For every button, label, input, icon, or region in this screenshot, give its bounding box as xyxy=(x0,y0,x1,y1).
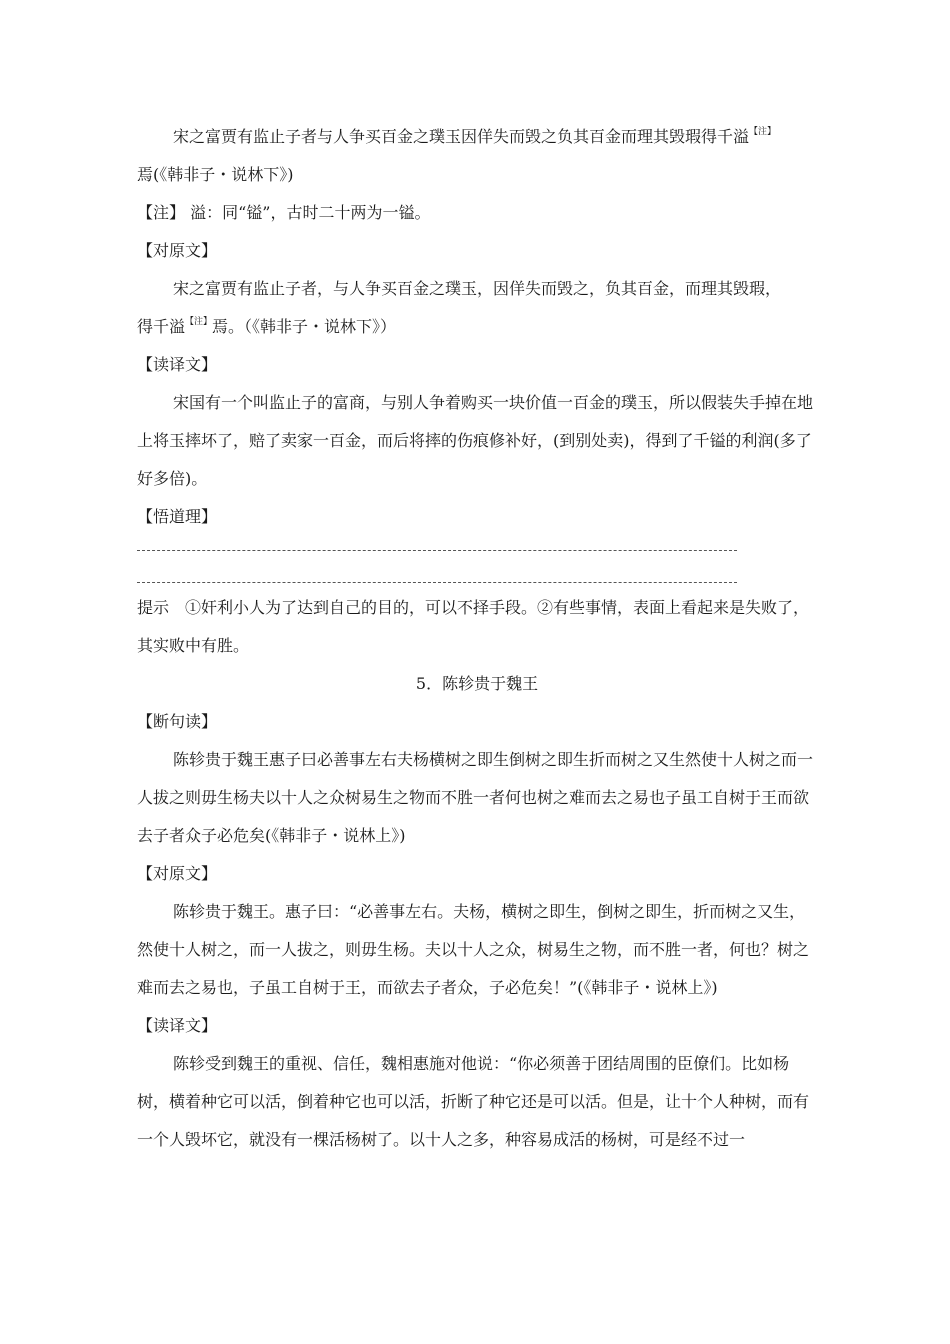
unpunctuated-text: 陈轸贵于魏王惠子曰必善事左右夫杨横树之即生倒树之即生折而树之又生然使十人树之而一人拔之则毋生杨夫以十人之众树易生之物而不胜一者何也树之难而去之易也子虽工自树于王而欲去子者众子必危矣(《韩非子・说林上》) xyxy=(137,750,814,845)
header-wu-daoli: 【悟道理】 xyxy=(137,507,218,526)
original-text-line1 xyxy=(137,118,817,156)
header-du-yiwen: 【读译文】 xyxy=(137,355,218,374)
hint-text: 提示 ①奸利小人为了达到自己的目的，可以不择手段。②有些事情，表面上看起来是失败了，其实败中有胜。 xyxy=(137,598,810,655)
punctuated-text: 陈轸贵于魏王。惠子曰：“必善事左右。夫杨，横树之即生，倒树之即生，折而树之又生，然使十人树之，而一人拔之，则毋生杨。夫以十人之众，树易生之物，而不胜一者，何也？树之难而去之易也，子虽工自树于王，而欲去子者众，子必危矣！”(《韩非子・说林上》) xyxy=(137,902,810,997)
note-marker: 【注】 xyxy=(749,127,777,137)
section-title: 5．陈轸贵于魏王 xyxy=(415,674,539,693)
header-dui-yuanwen: 【对原文】 xyxy=(137,241,218,260)
header-dui-yuanwen: 【对原文】 xyxy=(137,864,218,883)
original-text: 宋之富贾有监止子者与人争买百金之璞玉因佯失而毁之负其百金而理其毁瑕得千溢 xyxy=(173,127,750,146)
translation-text: 陈轸受到魏王的重视、信任，魏相惠施对他说：“你必须善于团结周围的臣僚们。比如杨树，横着种它可以活，倒着种它也可以活，折断了种它还是可以活。但是，让十个人种树，而有一个人毁坏它，就没有一棵活杨树了。以十人之多，种容易成活的杨树，可是经不过一 xyxy=(137,1054,810,1149)
header-du-yiwen: 【读译文】 xyxy=(137,1016,218,1035)
answer-line xyxy=(137,550,737,551)
original-text-line2: 焉(《韩非子・说林下》) xyxy=(137,165,294,184)
answer-lines xyxy=(137,536,817,589)
punctuated-text-line1: 宋之富贾有监止子者，与人争买百金之璞玉，因佯失而毁之，负其百金，而理其毁瑕， xyxy=(173,279,782,298)
note-marker: 【注】 xyxy=(185,317,213,327)
punctuated-text-line2: 得千溢$^{【注】}$焉。（《韩非子・说林下》） xyxy=(137,317,397,336)
answer-line xyxy=(137,582,737,583)
note-text: 【注】 溢：同“镒”，古时二十两为一镒。 xyxy=(137,203,431,222)
translation-text: 宋国有一个叫监止子的富商，与别人争着购买一块价值一百金的璞玉，所以假装失手掉在地上将玉摔坏了，赔了卖家一百金，而后将摔的伤痕修补好，(到别处卖)，得到了千镒的利润(多了好多倍)。 xyxy=(137,393,814,488)
header-duan-judu: 【断句读】 xyxy=(137,712,218,731)
document-page xyxy=(137,118,817,1159)
